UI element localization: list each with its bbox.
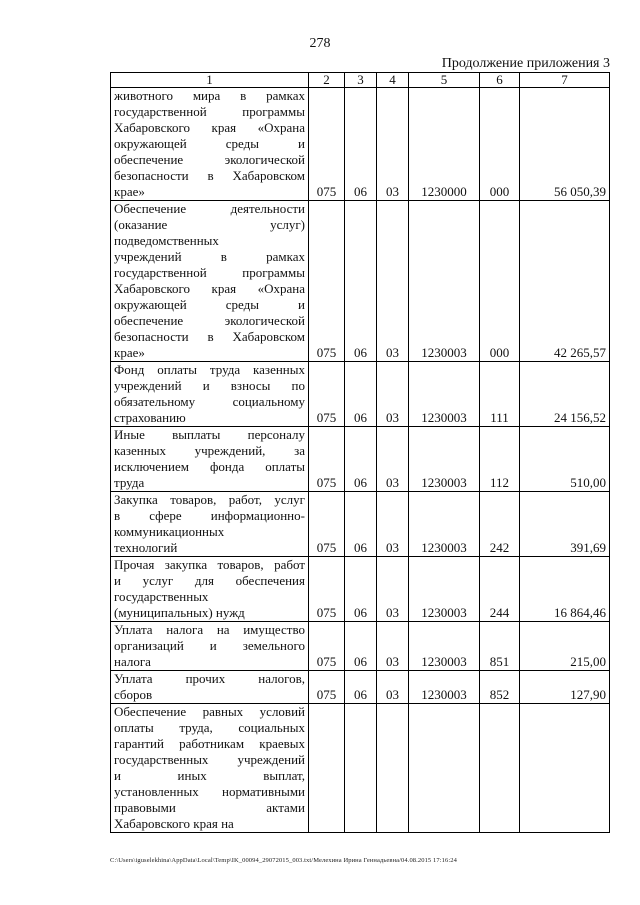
description-line: обязательному социальному xyxy=(114,394,305,409)
row-code: 075 xyxy=(309,427,345,492)
description-line: Хабаровского края «Охрана xyxy=(114,281,305,296)
description-line: гарантий работникам краевых xyxy=(114,736,305,751)
row-code: 852 xyxy=(480,671,520,704)
row-amount: 56 050,39 xyxy=(520,88,610,201)
row-code: 06 xyxy=(345,671,377,704)
row-code: 06 xyxy=(345,88,377,201)
description-line: и услуг для обеспечения xyxy=(114,573,305,588)
description-line: установленных нормативными xyxy=(114,784,305,799)
description-line: Уплата прочих налогов, xyxy=(114,671,305,686)
row-code: 244 xyxy=(480,557,520,622)
description-line: животного мира в рамках xyxy=(114,88,305,103)
table-row xyxy=(111,557,610,622)
description-line: окружающей среды и xyxy=(114,136,305,151)
description-line: в сфере информационно- xyxy=(114,508,305,523)
row-description xyxy=(111,622,309,671)
row-code xyxy=(480,704,520,833)
description-line: правовыми актами xyxy=(114,800,305,815)
row-code: 075 xyxy=(309,557,345,622)
description-line: государственных xyxy=(114,589,209,604)
table-row xyxy=(111,88,610,201)
row-code: 06 xyxy=(345,427,377,492)
description-line: государственной программы xyxy=(114,104,305,119)
row-description xyxy=(111,671,309,704)
description-line: учреждений и взносы по xyxy=(114,378,305,393)
description-line: технологий xyxy=(114,540,178,555)
row-code: 1230003 xyxy=(409,622,480,671)
description-line: безопасности в Хабаровском xyxy=(114,329,305,344)
row-code: 075 xyxy=(309,671,345,704)
row-amount: 127,90 xyxy=(520,671,610,704)
description-line: оплаты труда, социальных xyxy=(114,720,305,735)
row-code: 06 xyxy=(345,201,377,362)
column-header: 5 xyxy=(409,73,480,88)
row-code: 075 xyxy=(309,622,345,671)
row-description xyxy=(111,88,309,201)
row-amount: 42 265,57 xyxy=(520,201,610,362)
column-header: 4 xyxy=(377,73,409,88)
row-code: 03 xyxy=(377,671,409,704)
description-line: обеспечение экологической xyxy=(114,152,305,167)
description-line: коммуникационных xyxy=(114,524,225,539)
row-code: 06 xyxy=(345,362,377,427)
table-row xyxy=(111,622,610,671)
description-line: Обеспечение деятельности xyxy=(114,201,305,216)
description-line: (муниципальных) нужд xyxy=(114,605,245,620)
column-header: 1 xyxy=(111,73,309,88)
column-header: 3 xyxy=(345,73,377,88)
row-code: 06 xyxy=(345,622,377,671)
description-line: Уплата налога на имущество xyxy=(114,622,305,637)
description-line: Фонд оплаты труда казенных xyxy=(114,362,305,377)
footer-file-path: C:\Users\iguselekhina\AppData\Local\Temp\IK_00094_29072015_003.txt/Мелехина Ирина Геннадьевна/04.08.2015 17:16:24 xyxy=(110,857,457,864)
row-code: 1230003 xyxy=(409,427,480,492)
budget-table xyxy=(110,72,610,833)
row-code: 075 xyxy=(309,362,345,427)
row-code: 112 xyxy=(480,427,520,492)
table-row xyxy=(111,492,610,557)
row-code: 03 xyxy=(377,427,409,492)
row-code: 075 xyxy=(309,492,345,557)
row-code: 1230000 xyxy=(409,88,480,201)
description-line: крае» xyxy=(114,345,145,360)
description-line: Закупка товаров, работ, услуг xyxy=(114,492,305,507)
column-header: 2 xyxy=(309,73,345,88)
row-code: 111 xyxy=(480,362,520,427)
row-code: 03 xyxy=(377,557,409,622)
row-code: 851 xyxy=(480,622,520,671)
description-line: учреждений в рамках xyxy=(114,249,305,264)
description-line: государственной программы xyxy=(114,265,305,280)
table-body xyxy=(111,88,610,833)
description-line: окружающей среды и xyxy=(114,297,305,312)
description-line: (оказание услуг) xyxy=(114,217,305,232)
description-line: государственных учреждений xyxy=(114,752,305,767)
description-line: исключением фонда оплаты xyxy=(114,459,305,474)
table-row xyxy=(111,671,610,704)
row-description xyxy=(111,427,309,492)
description-line: труда xyxy=(114,475,145,490)
row-amount: 24 156,52 xyxy=(520,362,610,427)
row-description xyxy=(111,557,309,622)
row-description xyxy=(111,362,309,427)
description-line: обеспечение экологической xyxy=(114,313,305,328)
description-line: страхованию xyxy=(114,410,186,425)
description-line: Иные выплаты персоналу xyxy=(114,427,305,442)
column-header: 7 xyxy=(520,73,610,88)
row-description xyxy=(111,201,309,362)
row-code: 03 xyxy=(377,492,409,557)
row-amount: 391,69 xyxy=(520,492,610,557)
row-code: 000 xyxy=(480,88,520,201)
row-code: 03 xyxy=(377,362,409,427)
row-code: 000 xyxy=(480,201,520,362)
row-code: 075 xyxy=(309,88,345,201)
table-row xyxy=(111,201,610,362)
description-line: подведомственных xyxy=(114,233,219,248)
description-line: налога xyxy=(114,654,151,669)
row-code: 1230003 xyxy=(409,201,480,362)
column-header: 6 xyxy=(480,73,520,88)
description-line: Хабаровского края на xyxy=(114,816,234,831)
table-row xyxy=(111,427,610,492)
row-amount: 16 864,46 xyxy=(520,557,610,622)
row-code: 1230003 xyxy=(409,362,480,427)
row-amount: 510,00 xyxy=(520,427,610,492)
row-code: 075 xyxy=(309,201,345,362)
continuation-label: Продолжение приложения 3 xyxy=(441,56,610,71)
row-description xyxy=(111,704,309,833)
row-code: 03 xyxy=(377,622,409,671)
row-code: 06 xyxy=(345,492,377,557)
row-code xyxy=(309,704,345,833)
description-line: Прочая закупка товаров, работ xyxy=(114,557,305,572)
row-description xyxy=(111,492,309,557)
description-line: крае» xyxy=(114,184,145,199)
row-code: 1230003 xyxy=(409,492,480,557)
row-code: 03 xyxy=(377,201,409,362)
table-row xyxy=(111,704,610,833)
row-amount xyxy=(520,704,610,833)
description-line: Обеспечение равных условий xyxy=(114,704,305,719)
row-amount: 215,00 xyxy=(520,622,610,671)
row-code: 242 xyxy=(480,492,520,557)
table-row xyxy=(111,362,610,427)
table-header-row xyxy=(111,73,610,88)
row-code: 03 xyxy=(377,88,409,201)
row-code xyxy=(377,704,409,833)
page-number: 278 xyxy=(309,36,331,51)
row-code xyxy=(409,704,480,833)
description-line: казенных учреждений, за xyxy=(114,443,305,458)
row-code xyxy=(345,704,377,833)
row-code: 1230003 xyxy=(409,557,480,622)
row-code: 06 xyxy=(345,557,377,622)
description-line: Хабаровского края «Охрана xyxy=(114,120,305,135)
description-line: организаций и земельного xyxy=(114,638,305,653)
description-line: и иных выплат, xyxy=(114,768,305,783)
description-line: безопасности в Хабаровском xyxy=(114,168,305,183)
row-code: 1230003 xyxy=(409,671,480,704)
description-line: сборов xyxy=(114,687,153,702)
